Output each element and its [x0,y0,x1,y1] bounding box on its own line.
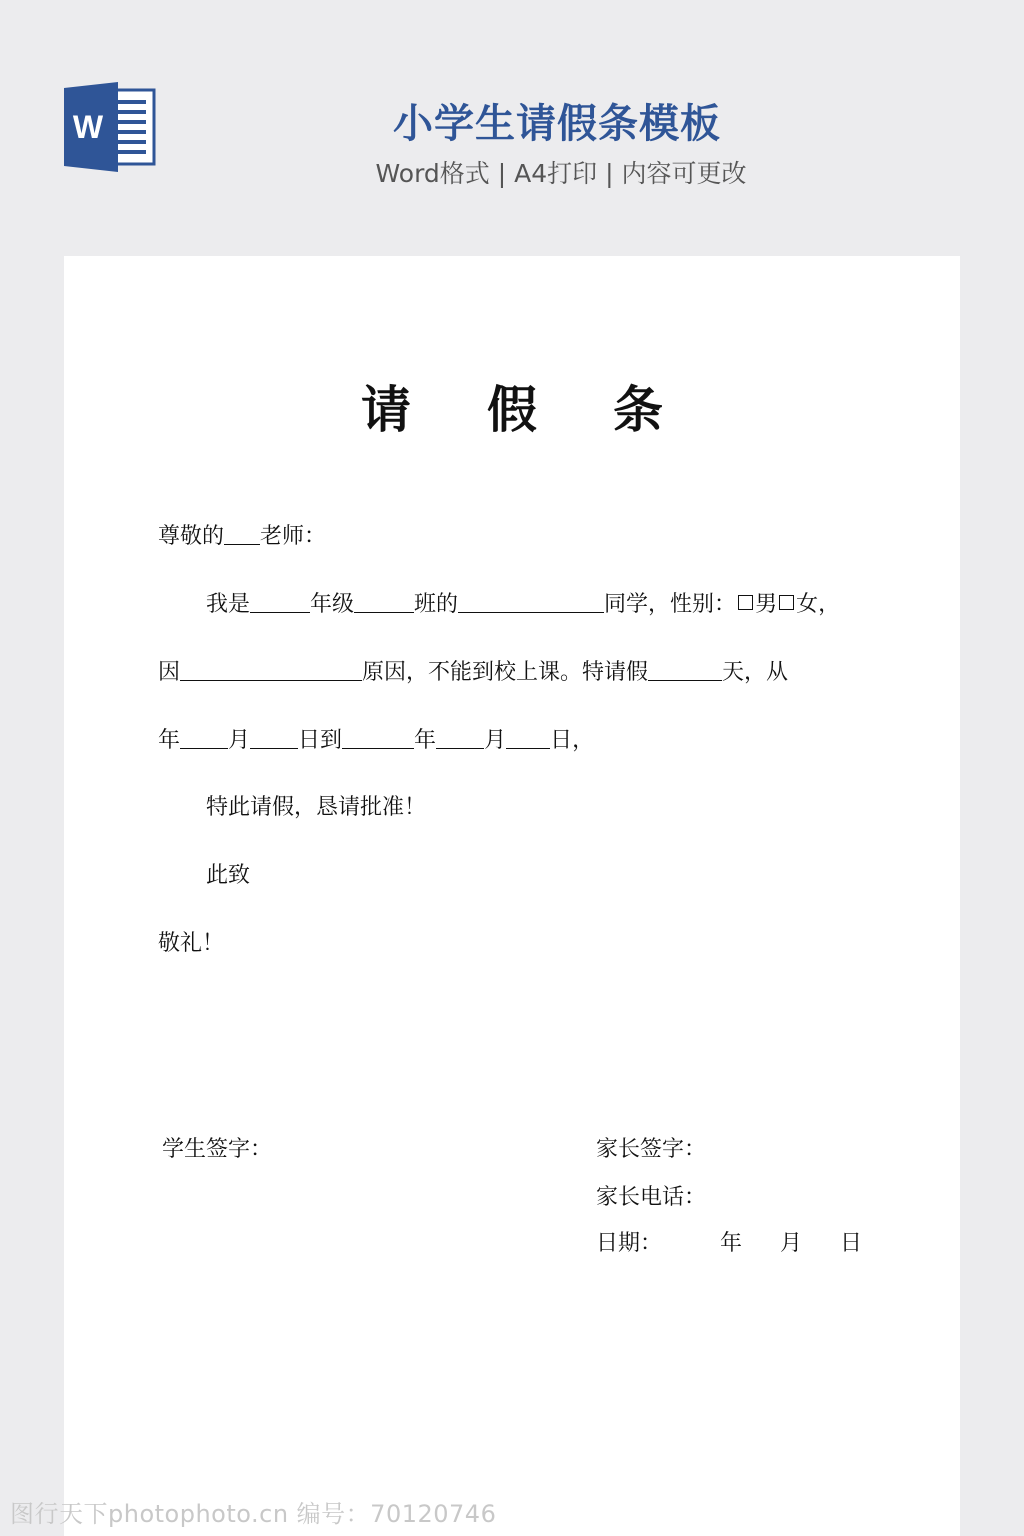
watermark: 图行天下photophoto.cn 编号：70120746 [10,1500,497,1528]
student-name-blank[interactable] [458,590,604,613]
class-blank[interactable] [354,590,414,613]
paragraph-line-3: 年 月 日到 年 月 日， [158,728,595,753]
to-year-blank[interactable] [342,726,414,749]
teacher-name-blank[interactable] [224,522,260,545]
paragraph-line-2: 因 原因，不能到校上课。特请假 天，从 [158,660,789,685]
date-line [596,1226,862,1257]
svg-text:W: W [72,109,104,145]
date-label: 日期： [596,1231,663,1256]
page-title: 小学生请假条模板 [393,101,721,147]
from-day-blank[interactable] [250,726,298,749]
document-title: 请 假 条 [361,381,663,439]
grade-blank[interactable] [250,590,310,613]
parent-phone-label: 家长电话： [596,1185,707,1210]
to-month-blank[interactable] [436,726,484,749]
to-day-blank[interactable] [506,726,550,749]
closing-line-2: 敬礼！ [158,931,225,956]
date-day: 日 [840,1231,863,1256]
closing-line-1: 此致 [206,863,251,888]
date-month: 月 [780,1231,803,1256]
from-month-blank[interactable] [180,726,228,749]
parent-signature-label: 家长签字： [596,1137,707,1162]
request-line: 特此请假，恳请批准！ [206,795,427,820]
paragraph-line-1: 我是 年级 班的 同学，性别： 男 女， [206,592,841,617]
days-blank[interactable] [648,658,722,681]
date-year: 年 [720,1231,743,1256]
female-checkbox[interactable] [779,595,794,610]
page-subtitle: Word格式 | A4打印 | 内容可更改 [375,159,747,188]
male-checkbox[interactable] [738,595,753,610]
student-signature-label: 学生签字： [162,1137,273,1162]
reason-blank[interactable] [180,658,362,681]
document-page [64,256,960,1536]
greeting-line: 尊敬的 老师： [158,524,327,549]
